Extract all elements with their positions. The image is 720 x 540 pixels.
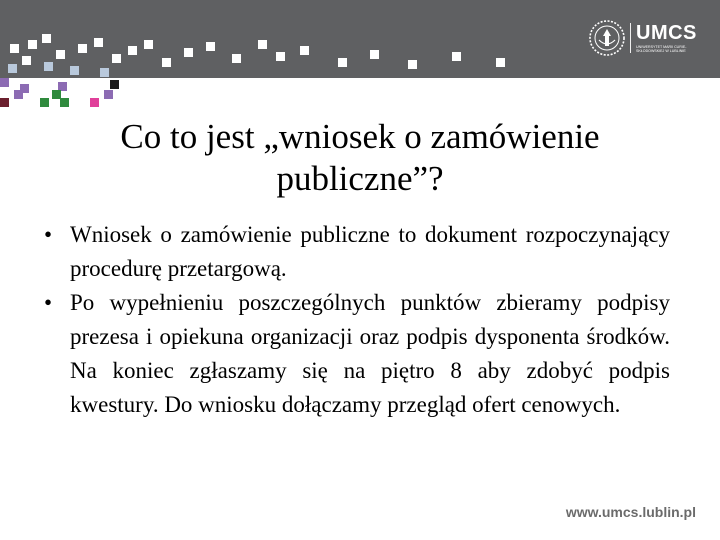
decor-square xyxy=(338,58,347,67)
bullet-marker: • xyxy=(44,290,53,315)
decor-square xyxy=(496,58,505,67)
decor-square xyxy=(8,64,17,73)
logo-name: UMCS xyxy=(636,21,697,44)
decor-square xyxy=(408,60,417,69)
decor-square xyxy=(78,44,87,53)
decor-square xyxy=(300,46,309,55)
decor-square xyxy=(452,52,461,61)
umcs-emblem-icon xyxy=(588,18,626,58)
bullet-text: Wniosek o zamówienie publiczne to dokument rozpoczynający procedurę przetargową. xyxy=(70,222,670,281)
decor-square xyxy=(10,44,19,53)
decor-square xyxy=(112,54,121,63)
decor-square xyxy=(128,46,137,55)
bullet-marker: • xyxy=(44,222,53,247)
decor-square xyxy=(206,42,215,51)
decor-square xyxy=(232,54,241,63)
logo-subtitle: UNIWERSYTET MARII CURIE-SKŁODOWSKIEJ W LUBLINIE xyxy=(636,44,687,53)
decor-square xyxy=(104,90,113,99)
bullet-text: Po wypełnieniu poszczególnych punktów zbieramy podpisy prezesa i opiekuna organizacji oraz podpis dysponenta środków. Na koniec zgłaszamy się na piętro 8 aby zdobyć podpis kwestury. Do wniosku dołączamy przegląd ofert cenowych. xyxy=(70,290,670,417)
decor-square xyxy=(100,68,109,77)
decor-square xyxy=(42,34,51,43)
decor-square xyxy=(14,90,23,99)
decor-square xyxy=(44,62,53,71)
bullet-item xyxy=(40,218,670,286)
decor-square xyxy=(28,40,37,49)
decor-square xyxy=(162,58,171,67)
slide-title: Co to jest „wniosek o zamówienie publiczne”? xyxy=(120,117,600,198)
decor-square xyxy=(0,78,9,87)
decor-square xyxy=(110,80,119,89)
decor-square xyxy=(94,38,103,47)
decor-square xyxy=(90,98,99,107)
decor-square xyxy=(258,40,267,49)
decor-square xyxy=(144,40,153,49)
decor-square xyxy=(40,98,49,107)
footer-url: www.umcs.lublin.pl xyxy=(565,504,696,520)
decor-square xyxy=(60,98,69,107)
decor-square xyxy=(0,98,9,107)
bullet-list xyxy=(40,218,670,422)
decor-square xyxy=(276,52,285,61)
logo-divider xyxy=(630,23,631,53)
decor-square xyxy=(56,50,65,59)
bullet-item xyxy=(40,286,670,422)
decor-square xyxy=(70,66,79,75)
decor-square xyxy=(22,56,31,65)
decor-square xyxy=(370,50,379,59)
decor-square xyxy=(184,48,193,57)
umcs-logo xyxy=(588,16,702,60)
